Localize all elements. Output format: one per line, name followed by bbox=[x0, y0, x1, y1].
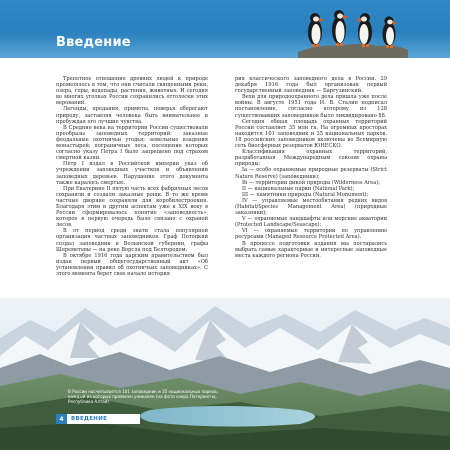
paragraph: Сегодня общая площадь охранных территорий России составляет 35 млн га. На огромных просторах находится 101 заповедник и 35 национальных парков. 18 российских заповедников включены во Всемирную сеть биосферных резерватов ЮНЕСКО. bbox=[235, 118, 387, 150]
right-text-column bbox=[235, 76, 387, 259]
category-item: III — памятники природы (Natural Monument); bbox=[242, 191, 369, 198]
paragraph: В от период среди знати стала популярной организация частных заповедников. Граф Потоцкий создал заповедник в Волынской губернии, графы Шереметевы — на реке Ворсла под Белгородом. bbox=[56, 228, 208, 253]
paragraph: В Средние века на территории России существовали прообразы заповедных территорий: заказные феодальные охотничьи угодья; земельные владения монастырей; пограничные леса, посещение которых согласно указу Петра I было запрещено под страхом смертной казни. bbox=[56, 124, 208, 162]
mountain-landscape-image bbox=[0, 298, 450, 450]
category-item: IV — управляемые местообитания редких видов (Habitat/Species Management Area) (природные заказники); bbox=[235, 197, 387, 217]
paragraph: рия классического заповедного дела в России. 29 декабря 1916 года был организован первый государственный заповедник — Баргузинский. bbox=[235, 76, 387, 95]
category-item: Ia — особо охраняемые природные резерваты (Strict Nature Reserve) (заповедники); bbox=[235, 167, 387, 180]
header-band bbox=[0, 0, 450, 58]
section-label: ВВЕДЕНИЕ bbox=[71, 416, 108, 422]
paragraph: Пётр I издал в Российской империи указ об учреждении заповедных участков и объявлении заповедных деревьев. Нарушение этого документа также каралось смертью. bbox=[56, 161, 208, 186]
mountain-photo bbox=[0, 298, 450, 450]
paragraph: При Екатерине II пятую часть всех фабричных лесов сохраняли и создали заказные рощи. В то же время частные дворяне сохраняли для коробилестроения. Благодаря этим и другим аспектам уже к XIX веку в России сформировалось понятие «заповедность», которое в первую очередь было связано с охраной лесов. bbox=[56, 185, 208, 229]
puffins-illustration bbox=[298, 0, 408, 58]
page-footer bbox=[56, 414, 140, 424]
category-item: V — охраняемые ландшафты или морские акватории (Protected Landscape/Seascape); bbox=[235, 216, 387, 229]
category-item: II — национальные парки (National Park); bbox=[242, 185, 355, 192]
left-text-column bbox=[56, 76, 208, 277]
category-item: VI — охраняемые территории по управлению ресурсами (Managed Resource Protected Area). bbox=[235, 228, 387, 241]
page-title: Введение bbox=[56, 35, 131, 50]
paragraph: Трепетное отношение древних людей к природе проявлялось в том, что они считали священными реки, озера, горы, водопады, растения, животных. И сегодня во многих уголках России сохранились отголоски этих верований. bbox=[56, 76, 208, 107]
photo-caption: В России насчитывается 101 заповедник и 35 национальных парков, каждый из которых проявлен уникален (на фото озеро Потеренгно, Республика Алтай) bbox=[68, 389, 218, 404]
paragraph: Вехи для природоохранного дела пришла уже после войны. В августе 1951 года И. В. Сталин подписал постановление, согласно которому из 128 существовавших заповедников было ликвидировано 88. bbox=[235, 94, 387, 119]
paragraph: В процессе подготовки издания мы постарались выбрать самые характерные и интересные заповедные места каждого региона России. bbox=[235, 240, 387, 259]
category-item: Ib — территории дикой природы (Wilderness Area); bbox=[242, 179, 381, 186]
page-number: 4 bbox=[56, 414, 67, 424]
paragraph: Классификация охранных территорий, разработанная Международным союзом охраны природы: bbox=[235, 149, 387, 168]
paragraph: В октябре 1916 года царским правительством был издан первый общегосударственный акт «Об установлении правил об охотничьих заповедниках». С этого момента берет свое начало история bbox=[56, 252, 208, 277]
paragraph: Легенды, предания, приметы, поверья оберегают природу, заставляя человека быть внимательнее и пробуждая его лучшие чувства. bbox=[56, 106, 208, 125]
